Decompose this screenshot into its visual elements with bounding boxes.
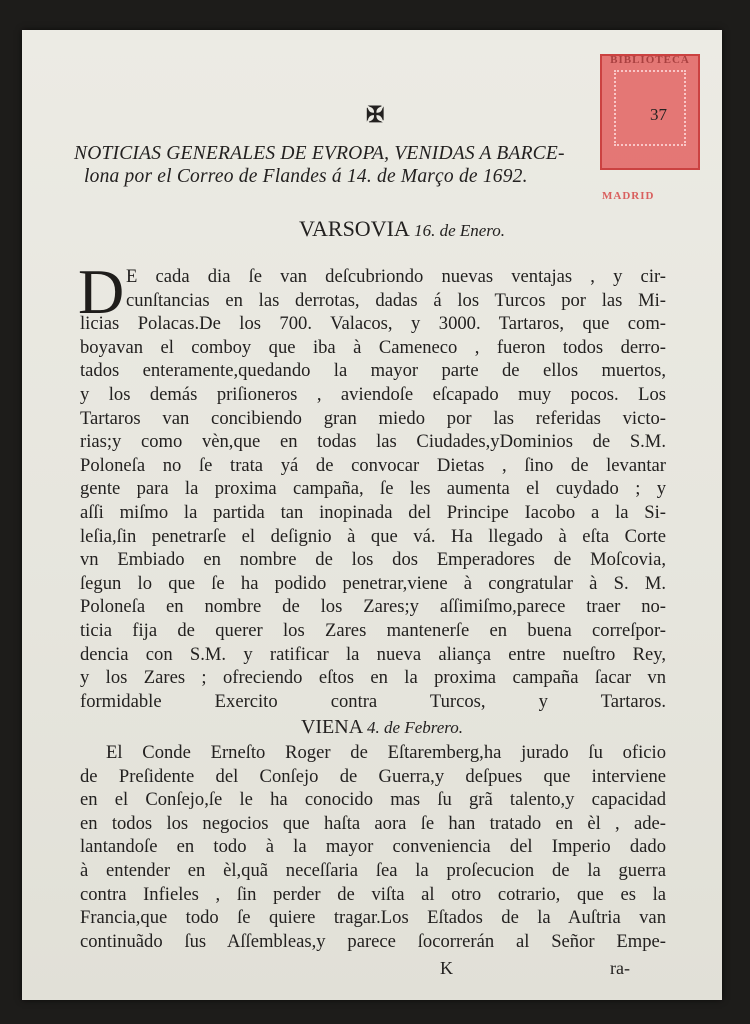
text-line: vn Embiado en nombre de los dos Emperadores de Moſcovia, [80,549,666,571]
text-line: ticia fija de querer los Zares mantenerſe en buena correſpor- [80,620,666,641]
text-line: El Conde Erneſto Roger de Eſtaremberg,ha jurado ſu oficio [106,742,666,763]
text-line: rias;y como vèn,que en todas las Ciudades,yDominios de S.M. [80,431,666,453]
signature-mark: K [440,958,453,978]
text-line: cunſtancias en las derrotas, dadas á los Turcos por las Mi- [126,289,666,311]
section-title-text: VARSOVIA [298,216,409,241]
section-title-varsovia [22,216,722,242]
text-line: gente para la proxima campaña, ſe les aumenta el cuydado ; y [80,478,666,500]
text-line: continuãdo ſus Aſſembleas,y parece ſocorrerán al Señor Empe- [80,930,666,952]
text-line: de Preſidente del Conſejo de Guerra,y deſpues que interviene [80,765,666,787]
text-line: contra Infieles , ſin perder de viſta al otro cotrario, que es la [80,883,666,905]
text-line: lantandoſe en todo à la mayor conveniencia del Imperio dado [80,836,666,858]
section-title-viena [22,716,722,739]
section-date: 4. de Febrero. [367,718,464,737]
text-line: E cada dia ſe van deſcubriondo nuevas ventajas , y cir- [126,266,666,287]
text-line: licias Polacas.De los 700. Valacos, y 3000. Tartaros, que com- [80,313,666,335]
text-line: en el Conſejo,ſe le ha conocido mas ſu grã talento,y capacidad [80,789,666,811]
text-line: dencia con S.M. y ratificar la nueva aliança entre nueſtro Rey, [80,643,666,665]
catchword: ra- [610,958,630,978]
stamp-bottom-text: MADRID [602,190,655,202]
text-line: tados enteramente,quedando la mayor parte de ellos muertos, [80,360,666,382]
cross-mark: ✠ [366,102,385,127]
text-line: leſia,ſin penetrarſe el deſignio à que vá. Ha llegado à eſta Corte [80,525,666,547]
text-line: y los Zares ; ofreciendo eſtos en la proxima campaña ſacar vn [80,667,666,689]
text-line: aſſi miſmo la partida tan inopinada del Principe Iacobo a la Si- [80,502,666,523]
text-line: y los demás priſioneros , aviendoſe eſcapado muy pocos. Los [80,384,666,405]
heading-line-2: lona por el Correo de Flandes á 14. de Março de 1692. [84,166,528,187]
text-line: en todos los negocios que haſta aora ſe han tratado en èl , ade- [80,812,666,834]
document-page [22,30,722,1000]
text-line: Francia,que todo ſe quiere tragar.Los Eſtados de la Auſtria van [80,907,666,929]
section-date: 16. de Enero. [414,221,506,240]
text-line: boyavan el comboy que iba à Cameneco , fueron todos derro- [80,336,666,358]
text-line: Poloneſa en nombre de los Zares;y aſſimiſmo,parece traer no- [80,596,666,618]
text-line: à entender en èl,quã neceſſaria ſea la proſecucion de la guerra [80,860,666,881]
stamp-top-text: BIBLIOTECA [610,54,690,66]
document-heading [74,142,684,188]
section-title-text: VIENA [300,716,363,738]
heading-line-1: NOTICIAS GENERALES DE EVROPA, VENIDAS A BARCE- [74,143,565,164]
text-line: formidable Exercito contra Turcos, y Tartaros. [80,690,666,712]
text-line: Poloneſa no ſe trata yá de convocar Dietas , ſino de levantar [80,454,666,476]
folio-number: 37 [650,105,667,124]
text-line: Tartaros van concibiendo gran miedo por las referidas victo- [80,407,666,429]
drop-capital: D [78,256,125,327]
text-line: ſegun lo que ſe ha podido penetrar,viene à congratular à S. M. [80,572,666,594]
